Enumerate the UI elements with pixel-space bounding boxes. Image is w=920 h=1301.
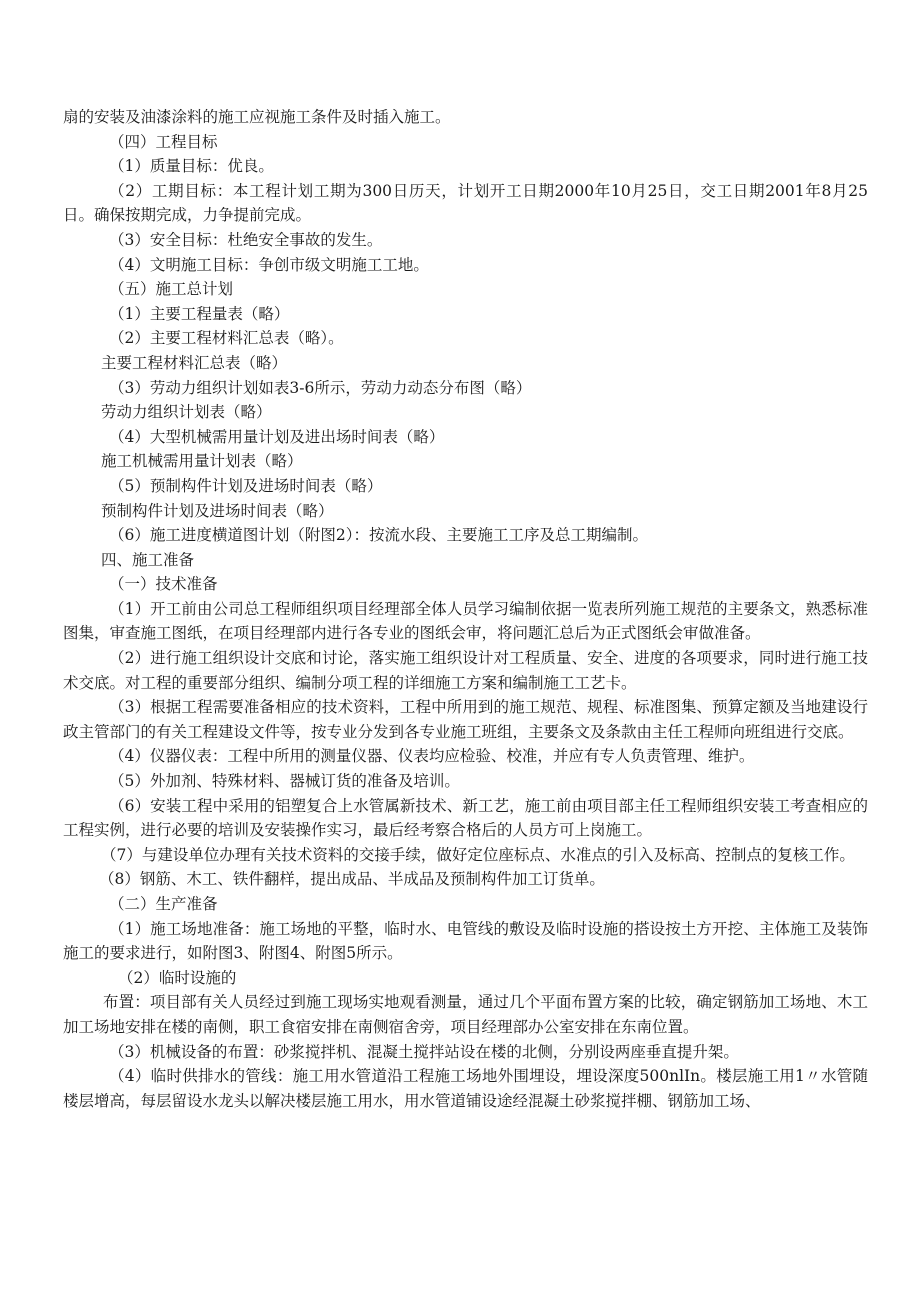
- paragraph: （2）主要工程材料汇总表（略）。: [109, 329, 344, 348]
- paragraph: （4）文明施工目标：争创市级文明施工工地。: [109, 255, 429, 274]
- paragraph: （五）施工总计划: [109, 280, 234, 299]
- paragraph: （3）劳动力组织计划如表3-6所示，劳动力动态分布图（略）: [109, 378, 532, 397]
- paragraph: （一）技术准备: [109, 575, 218, 594]
- paragraph: 劳动力组织计划表（略）: [101, 403, 272, 422]
- paragraph: （2）进行施工组织设计交底和讨论，落实施工组织设计对工程质量、安全、进度的各项要求，同时进行施工技术交底。对工程的重要部分组织、编制分项工程的详细施工方案和编制施工工艺卡。: [63, 649, 868, 692]
- paragraph: （1）开工前由公司总工程师组织项目经理部全体人员学习编制依据一览表所列施工规范的主要条文，熟悉标准图集，审查施工图纸，在项目经理部内进行各专业的图纸会审，将问题汇总后为正式图纸会审做准备。: [63, 599, 868, 643]
- paragraph: 施工机械需用量计划表（略）: [101, 452, 303, 471]
- paragraph: （3）安全目标：杜绝安全事故的发生。: [109, 230, 383, 249]
- document-body: [63, 105, 868, 1113]
- paragraph: （1）质量目标：优良。: [109, 157, 274, 176]
- paragraph: （1）施工场地准备：施工场地的平整，临时水、电管线的敷设及临时设施的搭设按土方开挖、主体施工及装饰施工的要求进行，如附图3、附图4、附图5所示。: [63, 919, 868, 963]
- paragraph: （6）施工进度横道图计划（附图2）：按流水段、主要施工工序及总工期编制。: [109, 526, 648, 545]
- paragraph: （3）机械设备的布置：砂浆搅拌机、混凝土搅拌站设在楼的北侧，分别设两座垂直提升架。: [109, 1042, 739, 1061]
- paragraph: （3）根据工程需要准备相应的技术资料，工程中所用到的施工规范、规程、标准图集、预算定额及当地建设行政主管部门的有关工程建设文件等，按专业分发到各专业施工班组，主要条文及条款由主任工程师向班组进行交底。: [63, 698, 868, 741]
- paragraph: 主要工程材料汇总表（略）: [101, 353, 288, 372]
- paragraph: （6）安装工程中采用的铝塑复合上水管属新技术、新工艺，施工前由项目部主任工程师组织安装工考查相应的工程实例，进行必要的培训及安装操作实习，最后经考察合格后的人员方可上岗施工。: [63, 796, 868, 840]
- paragraph: 扇的安装及油漆涂料的施工应视施工条件及时插入施工。: [63, 108, 451, 126]
- paragraph: （4）临时供排水的管线：施工用水管道沿工程施工场地外围埋设，埋设深度500nlIn。楼层施工用1〃水管随楼层增高，每层留设水龙头以解决楼层施工用水，用水管道铺设途经混凝土砂浆搅拌棚、钢筋加工场、: [63, 1067, 868, 1110]
- paragraph: （7）与建设单位办理有关技术资料的交接手续，做好定位座标点、水准点的引入及标高、控制点的复核工作。: [101, 845, 855, 864]
- paragraph: （四）工程目标: [109, 132, 218, 151]
- paragraph: （4）仪器仪表：工程中所用的测量仪器、仪表均应检验、校准，并应有专人负责管理、维护。: [109, 747, 755, 766]
- paragraph: （8）钢筋、木工、铁件翻样，提出成品、半成品及预制构件加工订货单。: [99, 870, 605, 889]
- paragraph: （二）生产准备: [109, 895, 218, 913]
- paragraph: 布置：项目部有关人员经过到施工现场实地观看测量，通过几个平面布置方案的比较，确定钢筋加工场地、木工加工场地安排在楼的南侧，职工食宿安排在南侧宿舍旁，项目经理部办公室安排在东南位置。: [63, 993, 868, 1036]
- paragraph: 预制构件计划及进场时间表（略）: [101, 501, 334, 520]
- paragraph: （5）预制构件计划及进场时间表（略）: [109, 476, 383, 495]
- paragraph: （1）主要工程量表（略）: [109, 304, 290, 323]
- paragraph: （4）大型机械需用量计划及进出场时间表（略）: [109, 427, 445, 446]
- paragraph: 四、施工准备: [101, 550, 195, 569]
- paragraph: （2）工期目标：本工程计划工期为300日历天，计划开工日期2000年10月25日，交工日期2001年8月25日。确保按期完成，力争提前完成。: [63, 181, 868, 225]
- paragraph: （2）临时设施的: [118, 968, 237, 987]
- paragraph: （5）外加剂、特殊材料、器械订货的准备及培训。: [109, 772, 460, 791]
